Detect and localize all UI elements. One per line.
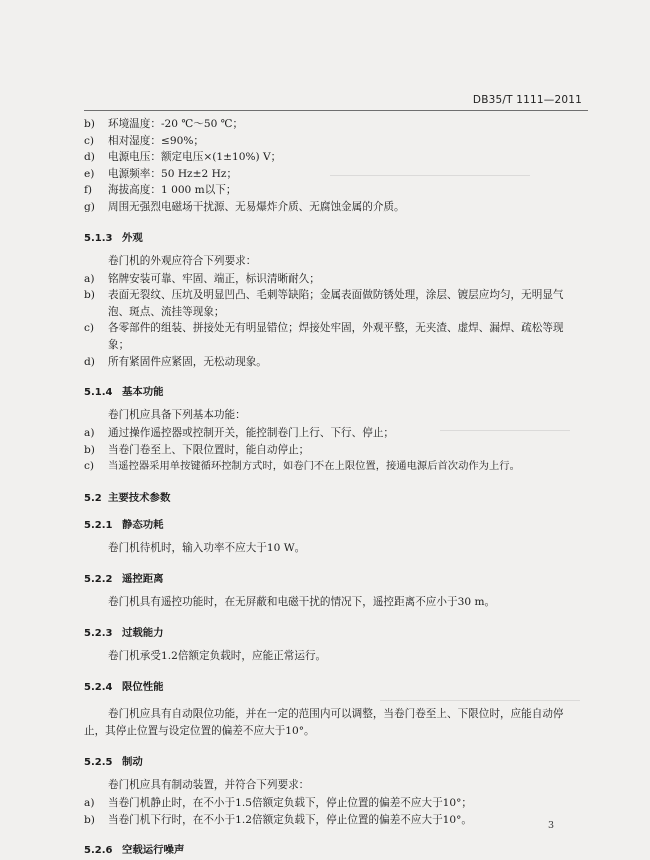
list-item	[84, 271, 584, 288]
appearance-requirements-list	[84, 271, 584, 371]
list-item	[84, 442, 584, 459]
list-marker: a)	[84, 272, 95, 285]
section-title: 限位性能	[122, 680, 164, 693]
list-marker: d)	[84, 355, 95, 368]
section-text: 卷门机承受1.2倍额定负载时，应能正常运行。	[108, 649, 327, 662]
list-text: 当遥控器采用单按键循环控制方式时，如卷门不在上限位置，接通电源后首次动作为上行。	[108, 460, 520, 473]
document-body	[84, 116, 584, 859]
list-marker: g)	[84, 200, 95, 213]
list-marker: b)	[84, 118, 95, 130]
section-number: 5.1.3	[84, 232, 113, 244]
section-title: 过载能力	[122, 626, 164, 639]
list-item	[84, 354, 584, 371]
list-text: 当卷门机下行时，在不小于1.2倍额定负载下，停止位置的偏差不应大于10°。	[108, 813, 473, 826]
section-heading-5-2-5	[84, 753, 584, 771]
section-number: 5.2.3	[84, 627, 113, 639]
section-heading-5-2-1	[84, 516, 584, 534]
list-item	[84, 812, 584, 829]
list-item	[84, 116, 584, 133]
list-item	[84, 166, 584, 183]
list-text: 周围无强烈电磁场干扰源、无易爆炸介质、无腐蚀金属的介质。	[108, 200, 405, 213]
list-item	[84, 133, 584, 150]
list-text: 电源频率：50 Hz±2 Hz；	[108, 167, 238, 180]
page-number: 3	[547, 820, 554, 831]
section-text: 卷门机应具有自动限位功能，并在一定的范围内可以调整，当卷门卷至上、下限位时，应能自动停止，其停止位置与设定位置的偏差不应大于10°。	[84, 707, 564, 737]
list-text: 当卷门卷至上、下限位置时，能自动停止；	[108, 443, 310, 456]
brake-requirements-list	[84, 795, 584, 828]
section-heading-5-2	[84, 489, 584, 507]
list-marker: e)	[84, 167, 95, 180]
list-marker: d)	[84, 151, 95, 164]
list-text: 所有紧固件应紧固，无松动现象。	[108, 355, 267, 368]
list-text: 通过操作遥控器或控制开关，能控制卷门上行、下行、停止；	[108, 427, 395, 440]
list-item	[84, 182, 584, 199]
list-marker: b)	[84, 443, 95, 456]
section-number: 5.2	[84, 492, 102, 504]
section-title: 主要技术参数	[108, 491, 171, 504]
list-item	[84, 458, 584, 475]
list-item	[84, 795, 584, 812]
list-marker: c)	[84, 134, 95, 147]
list-text: 相对湿度：≤90%；	[108, 134, 204, 147]
section-number: 5.2.1	[84, 519, 113, 531]
list-text: 表面无裂纹、压坑及明显凹凸、毛刺等缺陷；金属表面做防锈处理，涂层、镀层应均匀，无明显气泡、斑点、流挂等现象；	[108, 289, 564, 318]
list-marker: f)	[84, 184, 93, 197]
section-title: 静态功耗	[122, 518, 164, 531]
list-text: 铭牌安装可靠、牢固、端正，标识清晰耐久；	[108, 272, 320, 285]
section-title: 空载运行噪声	[122, 844, 185, 857]
section-number: 5.1.4	[84, 387, 113, 399]
section-number: 5.2.4	[84, 681, 113, 693]
basic-functions-list	[84, 425, 584, 475]
list-marker: b)	[84, 289, 95, 302]
list-item	[84, 287, 584, 320]
section-title: 制动	[122, 755, 143, 768]
section-heading-5-2-2	[84, 570, 584, 588]
section-heading-5-1-4	[84, 383, 584, 401]
section-number: 5.2.6	[84, 845, 113, 857]
list-item	[84, 149, 584, 166]
section-heading-5-1-3	[84, 229, 584, 247]
section-intro: 卷门机应具有制动装置，并符合下列要求：	[108, 778, 310, 791]
section-text: 卷门机具有遥控功能时，在无屏蔽和电磁干扰的情况下，遥控距离不应小于30 m。	[108, 595, 496, 608]
environment-conditions-list	[84, 116, 584, 216]
document-code: DB35/T 1111—2011	[472, 94, 582, 106]
section-number: 5.2.5	[84, 756, 113, 768]
list-item	[84, 320, 584, 353]
list-marker: a)	[84, 796, 95, 809]
list-item	[84, 199, 584, 216]
section-intro: 卷门机应具备下列基本功能：	[108, 409, 246, 422]
section-title: 遥控距离	[122, 572, 164, 585]
list-marker: b)	[84, 813, 95, 826]
section-title: 基本功能	[122, 386, 164, 399]
list-text: 各零部件的组装、拼接处无有明显错位；焊接处牢固，外观平整，无夹渣、虚焊、漏焊、疏松等现象；	[108, 322, 564, 351]
section-heading-5-2-4	[84, 678, 584, 696]
list-item	[84, 425, 584, 442]
section-text: 卷门机待机时，输入功率不应大于10 W。	[108, 541, 306, 554]
list-text: 当卷门机静止时，在不小于1.5倍额定负载下，停止位置的偏差不应大于10°；	[108, 796, 473, 809]
section-title: 外观	[122, 231, 143, 244]
section-intro: 卷门机的外观应符合下列要求：	[108, 254, 257, 267]
list-text: 电源电压：额定电压×(1±10%) V；	[108, 151, 282, 164]
section-number: 5.2.2	[84, 573, 113, 585]
list-marker: a)	[84, 427, 95, 440]
section-heading-5-2-3	[84, 624, 584, 642]
list-text: 环境温度：-20 ℃～50 ℃；	[108, 118, 244, 130]
list-marker: c)	[84, 460, 95, 473]
list-text: 海拔高度：1 000 m以下；	[108, 184, 237, 197]
header-rule	[84, 110, 588, 111]
section-heading-5-2-6	[84, 841, 584, 859]
list-marker: c)	[84, 322, 95, 335]
